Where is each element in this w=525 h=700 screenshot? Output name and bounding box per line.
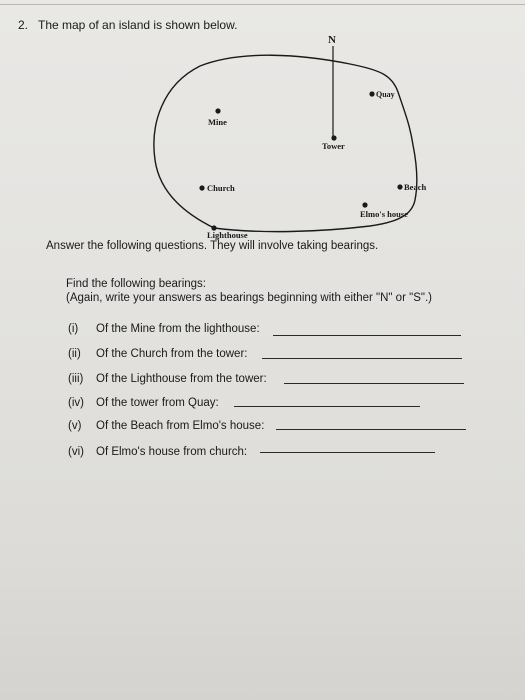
church-marker: [199, 185, 204, 190]
beach-marker: [397, 184, 402, 189]
item-text: Of the Mine from the lighthouse:: [96, 323, 260, 335]
answer-line[interactable]: [260, 452, 435, 453]
answer-line[interactable]: [234, 406, 420, 407]
item-text: Of Elmo's house from church:: [96, 446, 248, 458]
find-note: (Again, write your answers as bearings beginning with either "N" or "S".): [66, 292, 432, 304]
beach-label: Beach: [404, 182, 427, 192]
item-number: (iv): [68, 397, 84, 409]
tower-label: Tower: [322, 141, 345, 151]
instruction-text: Answer the following questions. They will involve taking bearings.: [46, 240, 379, 252]
mine-label: Mine: [208, 117, 227, 127]
question-item: [68, 446, 247, 458]
answer-line[interactable]: [284, 383, 464, 384]
question-item: [68, 348, 247, 360]
answer-line[interactable]: [273, 335, 461, 336]
question-item: [68, 420, 264, 432]
item-number: (i): [68, 323, 79, 335]
quay-label: Quay: [376, 90, 395, 99]
item-number: (iii): [68, 373, 84, 385]
item-text: Of the Beach from Elmo's house:: [96, 420, 265, 432]
island-map: [0, 0, 525, 250]
question-item: [68, 397, 219, 409]
item-number: (vi): [68, 446, 84, 458]
north-label: N: [328, 34, 336, 46]
find-heading: Find the following bearings:: [66, 278, 206, 290]
elmo-house-marker: [362, 202, 367, 207]
answer-line[interactable]: [276, 429, 466, 430]
church-label: Church: [207, 183, 235, 193]
answer-line[interactable]: [262, 358, 462, 359]
quay-marker: [369, 91, 374, 96]
question-title: The map of an island is shown below.: [38, 18, 238, 32]
island-outline: [154, 55, 417, 231]
find-section: [66, 277, 432, 305]
elmo-house-label: Elmo's house: [360, 209, 408, 219]
item-text: Of the Church from the tower:: [96, 348, 248, 360]
item-text: Of the Lighthouse from the tower:: [96, 373, 267, 385]
tower-marker: [331, 135, 336, 140]
item-text: Of the tower from Quay:: [96, 397, 219, 409]
question-item: [68, 323, 260, 335]
mine-marker: [215, 108, 220, 113]
item-number: (ii): [68, 348, 81, 360]
question-number: 2.: [18, 18, 29, 32]
item-number: (v): [68, 420, 82, 432]
lighthouse-label: Lighthouse: [207, 230, 248, 240]
question-item: [68, 373, 267, 385]
